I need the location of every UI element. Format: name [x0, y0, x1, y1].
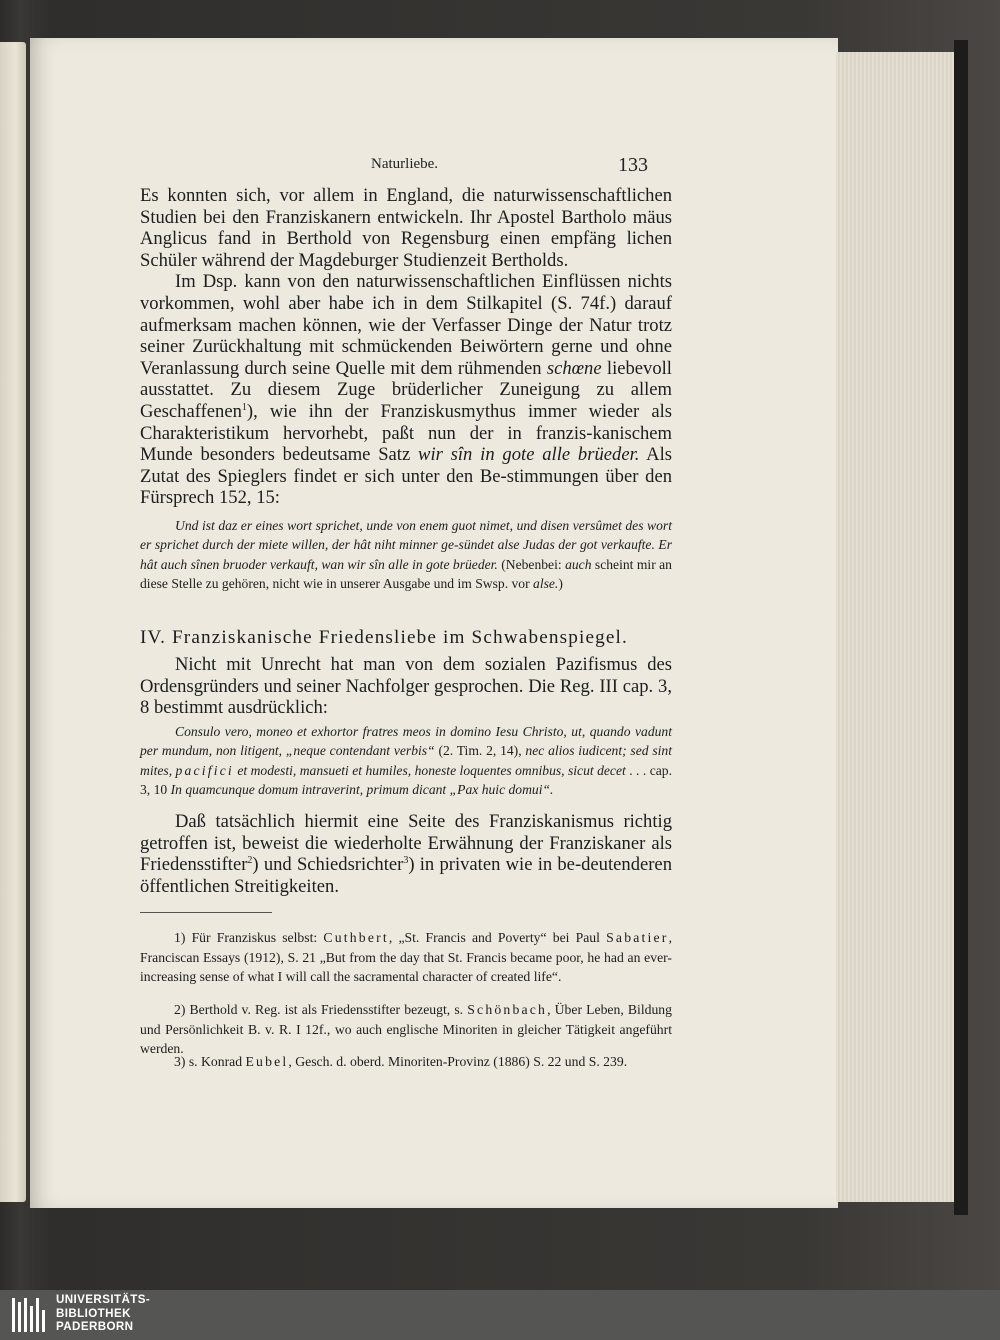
quote-text	[140, 722, 672, 800]
paragraph-2	[140, 271, 672, 509]
text: (Nebenbei:	[497, 556, 566, 572]
italic-term: alse.	[533, 576, 559, 592]
running-title: Naturliebe.	[371, 156, 439, 172]
paragraph-1	[140, 185, 672, 271]
italic-term: auch	[565, 556, 592, 572]
left-page-edge	[0, 42, 26, 1202]
text: Im Dsp. kann von den naturwissenschaftlichen Einflüssen nichts vorkommen, wohl aber habe ich in dem Stilkapitel (S. 74f.) darauf aufmerksam machen können, wie der Verfasser Dinge der Natur trotz seiner Zurückhaltung mit schmückenden Beiwörtern gerne und ohne Veranlassung durch seine Quelle mit dem rühmenden	[140, 271, 672, 379]
footnote-ref: 2	[247, 855, 253, 866]
footnote-rule	[140, 912, 272, 913]
paragraph-4	[140, 811, 672, 897]
main-text-block-1	[140, 185, 672, 509]
footnote-ref: 3	[403, 855, 409, 866]
library-name	[56, 1293, 150, 1334]
paragraph-3: Nicht mit Unrecht hat man von dem sozialen Pazifismus des Ordensgründers und seiner Nachfolger gesprochen. Die Reg. III cap. 3, 8 bestimmt ausdrücklich:	[140, 654, 672, 719]
library-line-2: BIBLIOTHEK	[56, 1306, 131, 1320]
quote-block-2	[140, 722, 672, 800]
footnote-2	[140, 1000, 672, 1059]
quote-latin: Und ist daz er eines wort sprichet, unde von enem guot nimet, und disen versûmet des wort er sprichet durch der miete willen, der hât niht minner ge-sündet alse Judas der got verkaufte. Er hât auch sînen bruoder verkauft, wan wir sîn alle in gote brüeder.	[140, 518, 672, 572]
italic-quote: wir sîn in gote alle brüeder.	[418, 444, 640, 466]
spaced-name: Eubel	[245, 1054, 289, 1069]
text: (2. Tim. 2, 14),	[434, 743, 526, 759]
text: , Franciscan Essays (1912), S. 21 „But from the day that St. Francis became poor, he had an ever-increasing sense of what I will call the sacramental character of created life“.	[140, 930, 672, 985]
line: Studien bei den Franziskanern entwickeln. Ihr Apostel Bartholo	[140, 206, 627, 228]
italic-term: schœne	[546, 357, 602, 379]
text: ), wie ihn der Franziskusmythus immer wieder als Charakteristikum hervorhebt, paßt nun der in franzis-kanischem Munde besonders bedeutsame Satz	[140, 400, 672, 466]
quote-latin: Consulo vero, moneo et exhortor fratres meos in domino Iesu Christo, ut, quando vadunt per mundum, non litigent, „neque contendant verbis“	[140, 724, 672, 759]
library-line-1: UNIVERSITÄTS-	[56, 1293, 151, 1306]
text: Als Zutat des Spieglers findet er sich unter den Be-stimmungen über den Fürsprech 152, 15:	[140, 444, 673, 509]
line: mäus Anglicus fand in Berthold von Regensburg einen empfäng	[140, 206, 672, 250]
text: , „St. Francis and Poverty“ bei Paul	[388, 930, 607, 945]
spaced-word: pacifici	[175, 762, 234, 778]
library-line-3: PADERBORN	[56, 1320, 134, 1333]
quote-latin: nec alios iudicent; sed sint mites,	[140, 743, 672, 778]
spaced-name: Sabatier	[606, 930, 669, 945]
quote-block-1	[140, 516, 672, 594]
footnote-1	[140, 928, 672, 987]
quote-latin: In quamcunque domum intraverint, primum dicant „Pax huic domui“.	[170, 782, 554, 798]
text: )	[558, 576, 563, 592]
quote-latin: et modesti, mansueti et humiles, honeste loquentes omnibus, sicut decet	[233, 762, 626, 778]
text: ) in privaten wie in be-deutenderen öffentlichen Streitigkeiten.	[140, 854, 672, 897]
footnote-ref: 1	[241, 401, 247, 413]
page-block-edges	[836, 52, 956, 1202]
text: 3) s. Konrad	[174, 1054, 246, 1069]
quote-text	[140, 516, 672, 594]
line: Es konnten sich, vor allem in England, die naturwissenschaftlichen	[140, 185, 672, 206]
text: 2) Berthold v. Reg. ist als Friedensstifter bezeugt, s.	[174, 1002, 468, 1017]
spaced-name: Schönbach	[467, 1002, 548, 1017]
text: ) und Schiedsrichter	[252, 854, 404, 876]
spaced-name: Cuthbert	[323, 930, 389, 945]
section-heading: IV. Franziskanische Friedensliebe im Schwabenspiegel.	[140, 627, 628, 648]
text: . . . cap. 3, 10	[140, 762, 672, 798]
main-text-block-2	[140, 654, 672, 719]
line: lichen Schüler während der Magdeburger Studienzeit Bertholds.	[140, 228, 672, 271]
text: , Über Leben, Bildung und Persönlichkeit B. v. R. I 12f., wo auch englische Minoriten in gleicher Tätigkeit angeführt werden.	[140, 1002, 672, 1057]
library-logo-icon	[10, 1296, 48, 1336]
book-cover-edge	[954, 40, 968, 1215]
page-number: 133	[618, 154, 648, 176]
text: liebevoll ausstattet. Zu diesem Zuge brüderlicher Zuneigung zu allem Geschaffenen	[140, 357, 672, 422]
text: 1) Für Franziskus selbst:	[174, 930, 324, 945]
text: scheint mir an diese Stelle zu gehören, nicht wie in unserer Ausgabe und im Swsp. vor	[140, 556, 672, 592]
footnote-3	[140, 1052, 672, 1072]
text: , Gesch. d. oberd. Minoriten-Provinz (1886) S. 22 und S. 239.	[288, 1054, 628, 1069]
main-text-block-3	[140, 811, 672, 897]
text: Daß tatsächlich hiermit eine Seite des Franziskanismus richtig getroffen ist, beweist die wiederholte Erwähnung der Franziskaner als Friedensstifter	[140, 811, 672, 876]
